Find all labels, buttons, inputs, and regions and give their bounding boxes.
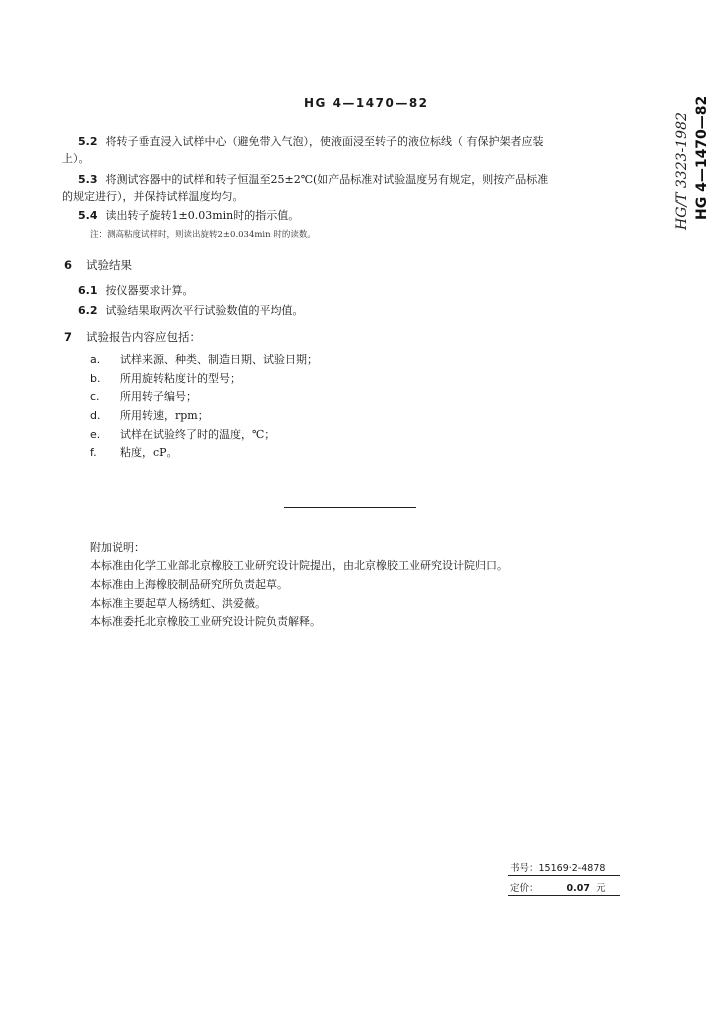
report-item-c xyxy=(90,389,197,405)
report-item-a xyxy=(90,352,318,368)
clause-text: 按仪器要求计算。 xyxy=(105,284,194,297)
item-text: 试样来源、种类、制造日期、试验日期； xyxy=(120,353,318,366)
price-value: 0.07 xyxy=(566,883,590,894)
section-divider xyxy=(284,507,416,508)
report-item-d xyxy=(90,408,209,424)
book-number-label: 书号： xyxy=(510,863,539,874)
clause-text: 试验结果取两次平行试验数值的平均值。 xyxy=(105,304,304,317)
printed-standard-number: HG 4—1470—82 xyxy=(694,95,710,220)
clause-5-4 xyxy=(78,208,299,224)
price-unit: 元 xyxy=(595,883,606,894)
item-text: 所用转子编号； xyxy=(120,390,197,403)
section-6-heading xyxy=(64,257,132,273)
section-title: 试验报告内容应包括： xyxy=(86,330,202,344)
section-7-heading xyxy=(64,329,201,345)
clause-number: 5.4 xyxy=(78,209,98,222)
clause-text: 读出转子旋转1±0.03min时的指示值。 xyxy=(105,209,300,222)
price-line xyxy=(510,880,605,894)
price-label: 定价： xyxy=(510,883,539,894)
handwritten-standard-number: HG/T 3323-1982 xyxy=(674,112,690,230)
item-letter: d. xyxy=(90,409,101,422)
clause-note: 注：测高粘度试样时，则读出旋转2±0.034min 时的读数。 xyxy=(90,230,316,240)
item-text: 所用转速，rpm； xyxy=(120,409,209,422)
document-number-header: HG 4—1470—82 xyxy=(304,96,429,110)
appendix-line: 本标准由化学工业部北京橡胶工业研究设计院提出，由北京橡胶工业研究设计院归口。 xyxy=(90,559,508,572)
clause-6-1 xyxy=(78,283,194,299)
clause-text: 将转子垂直浸入试样中心（避免带入气泡），使液面浸至转子的液位标线（ 有保护架者应装 xyxy=(105,135,544,148)
clause-5-2 xyxy=(78,134,544,150)
clause-number: 5.3 xyxy=(78,173,98,186)
item-letter: e. xyxy=(90,428,101,441)
clause-6-2 xyxy=(78,303,304,319)
clause-text: 将测试容器中的试样和转子恒温至25±2℃(如产品标准对试验温度另有规定，则按产品标准 xyxy=(105,173,549,186)
clause-number: 5.2 xyxy=(78,135,98,148)
section-title: 试验结果 xyxy=(86,258,133,272)
publication-rule xyxy=(508,875,620,876)
clause-number: 6.1 xyxy=(78,284,98,297)
clause-5-2-continuation: 上）。 xyxy=(62,152,90,165)
item-text: 所用旋转粘度计的型号； xyxy=(120,372,241,385)
item-letter: a. xyxy=(90,353,101,366)
report-item-e xyxy=(90,427,275,443)
clause-5-3 xyxy=(78,172,548,188)
report-item-f xyxy=(90,445,178,461)
book-number xyxy=(510,860,605,874)
appendix-title: 附加说明： xyxy=(90,541,145,554)
appendix-line: 本标准委托北京橡胶工业研究设计院负责解释。 xyxy=(90,615,321,628)
section-number: 6 xyxy=(64,258,73,272)
section-number: 7 xyxy=(64,330,73,344)
item-letter: c. xyxy=(90,390,100,403)
clause-number: 6.2 xyxy=(78,304,98,317)
item-text: 试样在试验终了时的温度，℃； xyxy=(120,428,276,441)
publication-rule xyxy=(508,895,620,896)
item-text: 粘度，cP。 xyxy=(120,446,178,459)
side-margin-mark xyxy=(672,70,722,250)
item-letter: f. xyxy=(90,446,97,459)
book-number-value: 15169·2-4878 xyxy=(538,863,606,874)
appendix-line: 本标准由上海橡胶制品研究所负责起草。 xyxy=(90,578,288,591)
report-item-b xyxy=(90,371,241,387)
item-letter: b. xyxy=(90,372,101,385)
clause-5-3-continuation: 的规定进行），并保持试样温度均匀。 xyxy=(62,190,244,203)
appendix-line: 本标准主要起草人杨绣虹、洪爱薇。 xyxy=(90,597,266,610)
